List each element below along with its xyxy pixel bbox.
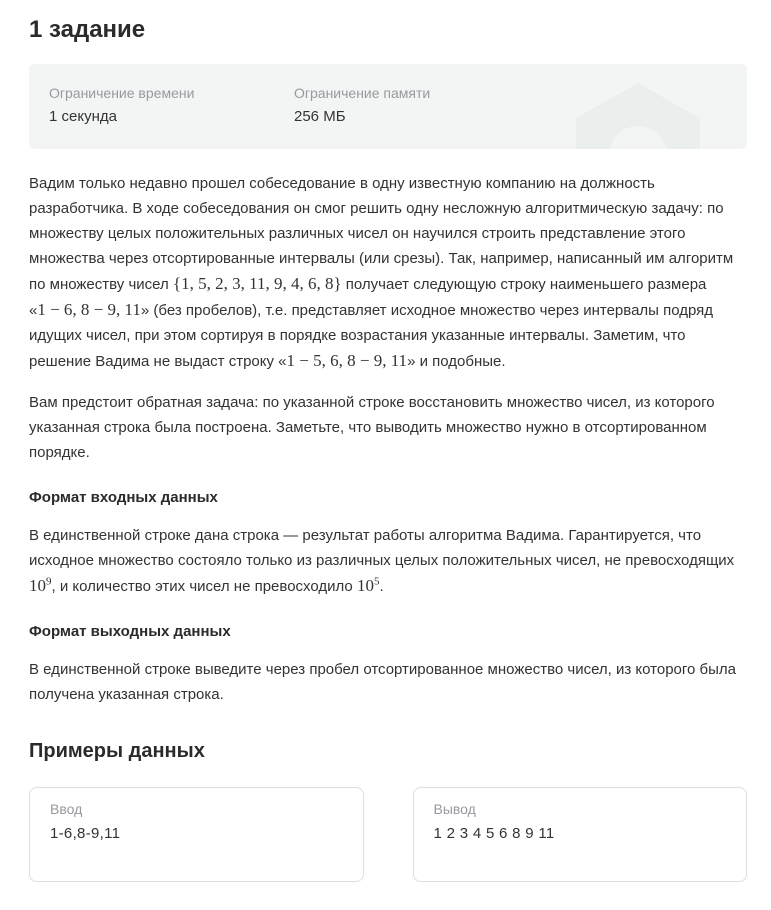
math-expression: {1, 5, 2, 3, 11, 9, 4, 6, 8}	[172, 274, 342, 293]
house-arch-cutout	[609, 126, 667, 149]
output-format-heading: Формат выходных данных	[29, 623, 231, 640]
statement-paragraph-2: Вам предстоит обратная задача: по указанной строке восстановить множество чисел, из которого указанная строка была построена. Заметьте, что выводить множество нужно в отсортированном порядке.	[29, 394, 715, 461]
statement-paragraph-1: Вадим только недавно прошел собеседование в одну известную компанию на должность разработчика. В ходе собеседования он смог решить одну несложную алгоритмическую задачу: по множеству целых положительных различных чисел он научился строить представление этого множества через отсортированные интервалы (или срезы). Так, например, написанный им алгоритм по множеству чисел {1, 5, 2, 3, 11, 9, 4, 6, 8} получает следующую строку наименьшего размера «1 − 6, 8 − 9, 11» (без пробелов), т.е. представляет исходное множество через интервалы подряд идущих чисел, при этом сортируя в порядке возрастания указанные интервалы. Заметим, что решение Вадима не выдаст строку «1 − 5, 6, 8 − 9, 11» и подобные.	[29, 175, 734, 370]
output-format-paragraph: В единственной строке выведите через пробел отсортированное множество чисел, из которого была получена указанная строка.	[29, 661, 737, 703]
time-limit-value: 1 секунда	[49, 108, 117, 125]
input-format-paragraph: В единственной строке дана строка — результат работы алгоритма Вадима. Гарантируется, что исходное множество состояло только из различных целых положительных чисел, не превосходящих $10^9$, и количество этих чисел не превосходило $10^5$.	[29, 527, 735, 595]
math-expression: $10^9$	[29, 575, 52, 595]
sample-output-value: 1 2 3 4 5 6 8 9 11	[433, 825, 555, 842]
memory-limit-value: 256 МБ	[294, 108, 346, 125]
sample-input-label: Ввод	[50, 801, 83, 817]
page-title: 1 задание	[29, 16, 146, 43]
memory-limit-label: Ограничение памяти	[294, 85, 431, 101]
sample-output-card	[413, 787, 748, 882]
problem-statement	[29, 171, 747, 707]
house-arch-logo-icon	[576, 83, 700, 149]
examples-heading: Примеры данных	[29, 740, 205, 762]
samples-row	[29, 787, 747, 882]
memory-limit-block	[294, 85, 430, 149]
time-limit-block	[49, 85, 294, 149]
math-expression: $10^5$	[356, 575, 380, 595]
sample-input-card	[29, 787, 364, 882]
math-expression: 1 − 5, 6, 8 − 9, 11	[286, 351, 408, 370]
math-expression: 1 − 6, 8 − 9, 11	[37, 300, 141, 319]
sample-output-label: Вывод	[433, 801, 476, 817]
time-limit-label: Ограничение времени	[49, 85, 195, 101]
sample-input-value: 1-6,8-9,11	[50, 825, 121, 842]
input-format-heading: Формат входных данных	[29, 489, 218, 506]
limits-card	[29, 64, 747, 149]
